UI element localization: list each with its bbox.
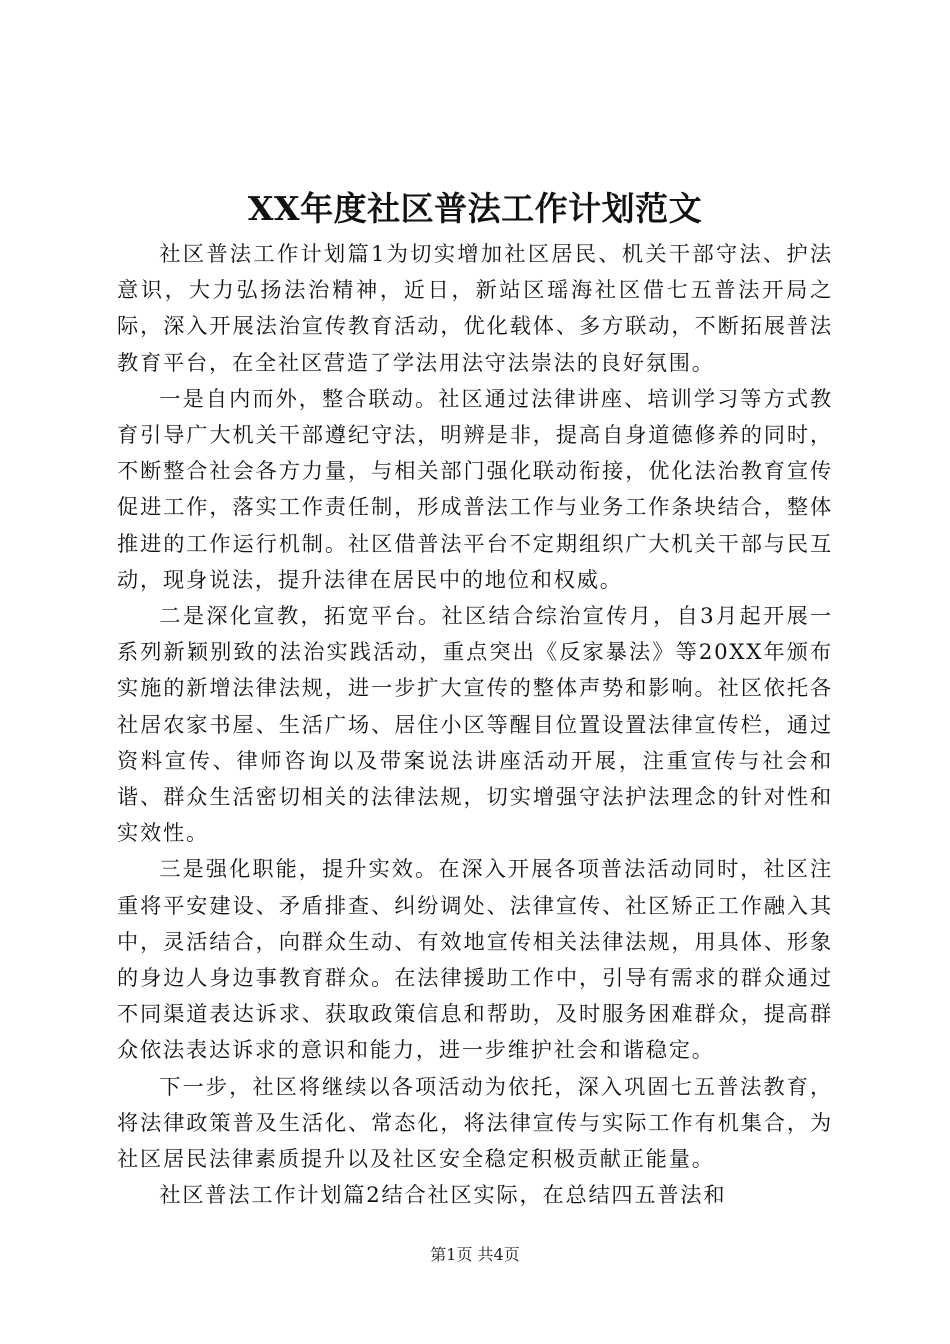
paragraph-point-two: 二是深化宣教，拓宽平台。社区结合综治宣传月，自3月起开展一系列新颖别致的法治实践活动，重点突出《反家暴法》等20XX年颁布实施的新增法律法规，进一步扩大宣传的整体声势和影响。社区依托各社居农家书屋、生活广场、居住小区等醒目位置设置法律宣传栏，通过资料宣传、律师咨询以及带案说法讲座活动开展，注重宣传与社会和谐、群众生活密切相关的法律法规，切实增强守法护法理念的针对性和实效性。 [117,603,833,846]
document-title: XX年度社区普法工作计划范文 [247,189,703,228]
paragraph-intro: 社区普法工作计划篇1为切实增加社区居民、机关干部守法、护法意识，大力弘扬法治精神，近日，新站区瑶海社区借七五普法开局之际，深入开展法治宣传教育活动，优化载体、多方联动，不断拓展普法教育平台，在全社区营造了学法用法守法崇法的良好氛围。 [117,241,833,375]
paragraph-point-three: 三是强化职能，提升实效。在深入开展各项普法活动同时，社区注重将平安建设、矛盾排查、纠纷调处、法律宣传、社区矫正工作融入其中，灵活结合，向群众生动、有效地宣传相关法律法规，用具体、形象的身边人身边事教育群众。在法律援助工作中，引导有需求的群众通过不同渠道表达诉求、获取政策信息和帮助，及时服务困难群众，提高群众依法表达诉求的意识和能力，进一步维护社会和谐稳定。 [117,856,833,1063]
page-number-footer: 第1页 共4页 [430,1245,520,1264]
paragraph-next-step: 下一步，社区将继续以各项活动为依托，深入巩固七五普法教育，将法律政策普及生活化、常态化，将法律宣传与实际工作有机集合，为社区居民法律素质提升以及社区安全稳定积极贡献正能量。 [117,1073,833,1172]
paragraph-plan-two: 社区普法工作计划篇2结合社区实际，在总结四五普法和 [159,1182,727,1208]
paragraph-point-one: 一是自内而外，整合联动。社区通过法律讲座、培训学习等方式教育引导广大机关干部遵纪守法，明辨是非，提高自身道德修养的同时，不断整合社会各方力量，与相关部门强化联动衔接，优化法治教育宣传促进工作，落实工作责任制，形成普法工作与业务工作条块结合，整体推进的工作运行机制。社区借普法平台不定期组织广大机关干部与民互动，现身说法，提升法律在居民中的地位和权威。 [117,385,833,592]
document-body [117,236,833,1213]
